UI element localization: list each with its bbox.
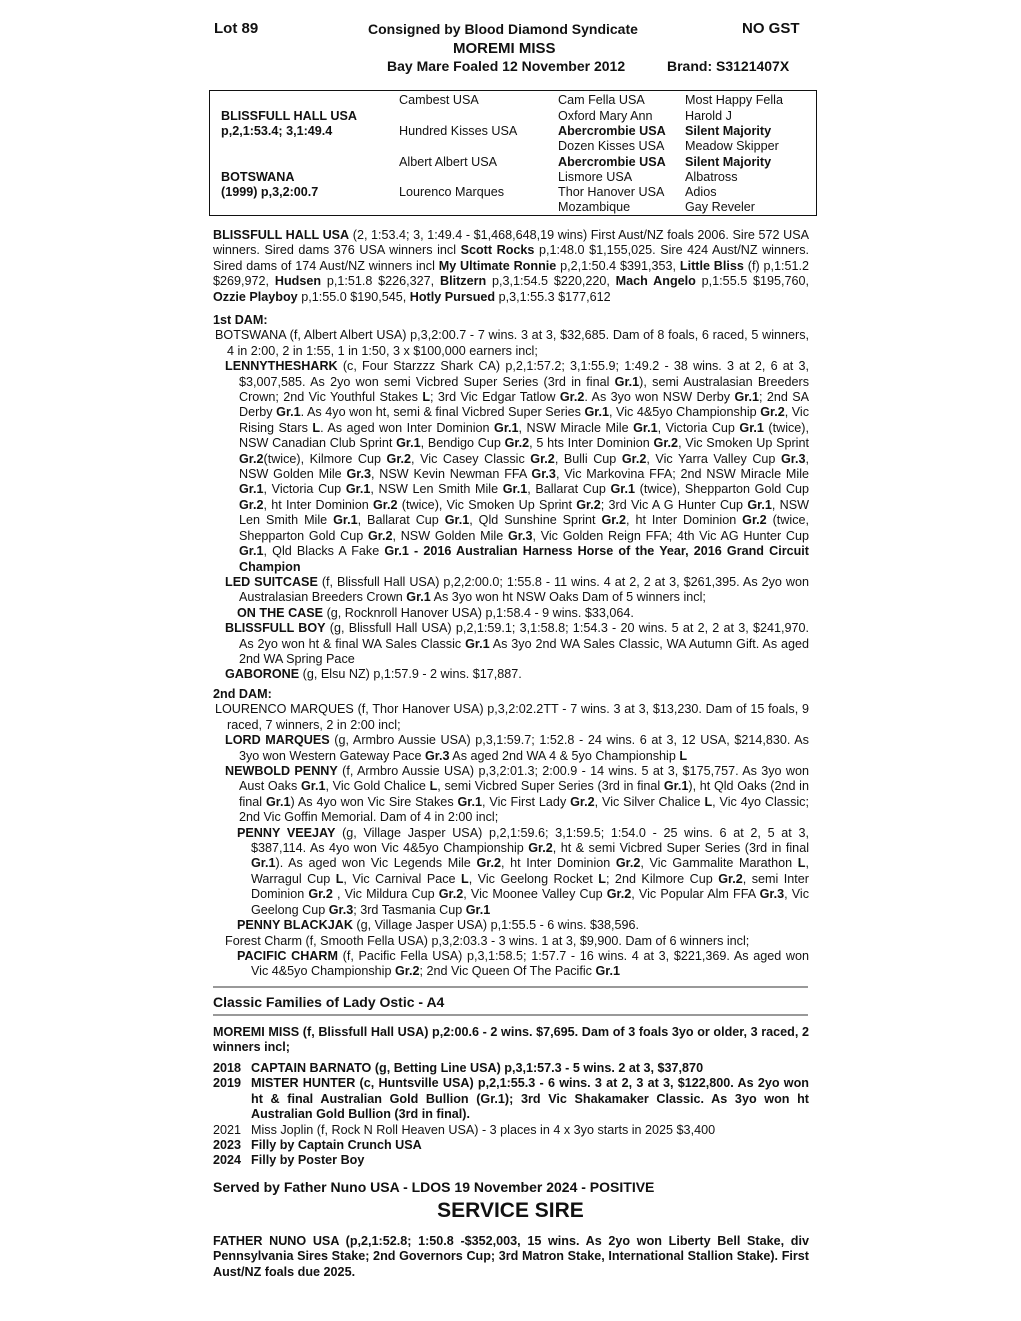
divider-bottom — [213, 1014, 808, 1016]
progeny-lord-marques: LORD MARQUES (g, Armbro Aussie USA) p,3,1:59.7; 1:52.8 - 24 wins. 6 at 3, 12 USA, $214,830. As 3yo won Western Gateway Pace Gr.3 As aged 2nd WA 4 & 5yo Championship L — [225, 733, 809, 763]
progeny-penny-veejay: PENNY VEEJAY (g, Village Jasper USA) p,2,1:59.6; 3,1:59.5; 1:54.0 - 25 wins. 6 at 2, 5 at 3, $387,114. As 4yo won Vic 4&5yo Championship Gr.2, ht & semi Vicbred Super Series (3rd in final Gr.1). As aged won Vic Legends Mile Gr.2, ht Inter Dominion Gr.2, Vic Gammalite Marathon L, Warragul Cup L, Vic Carnival Pace L, Vic Geelong Rocket L; 2nd Kilmore Cup Gr.2, semi Inter Dominion Gr.2 , Vic Mildura Cup Gr.2, Vic Moonee Valley Cup Gr.2, Vic Popular Alm FFA Gr.3, Vic Geelong Cup Gr.3; 3rd Tasmania Cup Gr.1 — [237, 825, 810, 917]
pedigree-gen2-item: Lourenco Marques — [399, 185, 505, 199]
progeny-newbold-penny: NEWBOLD PENNY (f, Armbro Aussie USA) p,3,2:01.3; 2:00.9 - 14 wins. 5 at 3, $175,757. As 3yo won Aust Oaks Gr.1, Vic Gold Chalice L, semi Vicbred Super Series (3rd in final Gr.1), ht Qld Oaks (2nd in final Gr.1) As 4yo won Vic Sire Stakes Gr.1, Vic First Lady Gr.2, Vic Silver Chalice L, Vic 4yo Classic; 2nd Vic Goffin Memorial. Dam of 4 in 2:00 incl; — [225, 764, 809, 825]
horse-description: Bay Mare Foaled 12 November 2012 — [387, 58, 626, 74]
service-sire-heading: SERVICE SIRE — [437, 1199, 584, 1222]
pedigree-gen3-item: Cam Fella USA — [558, 93, 645, 107]
pedigree-gen3-item: Oxford Mary Ann — [558, 109, 653, 123]
progeny-forest-charm: Forest Charm (f, Smooth Fella USA) p,3,2:03.3 - 3 wins. 1 at 3, $9,900. Dam of 6 winners incl; — [225, 933, 750, 948]
pedigree-gen4-item: Silent Majority — [685, 155, 772, 169]
sire-summary: BLISSFULL HALL USA (2, 1:53.4; 3, 1:49.4 - $1,468,648,19 wins) First Aust/NZ foals 2006. Sire 572 USA winners. Sired dams 376 USA winners incl Scott Rocks p,1:48.0 $1,155,025. Sire 424 Aust/NZ winners. Sired dams of 174 Aust/NZ winners incl My Ultimate Ronnie p,2,1:50.4 $391,353, Little Bliss (f) p,1:51.2 $269,972, Hudsen p,1:51.8 $226,327, Blitzern p,3,1:54.5 $220,220, Mach Angelo p,1:55.5 $195,760, Ozzie Playboy p,1:55.0 $190,545, Hotly Pursued p,3,1:55.3 $177,612 — [213, 228, 810, 304]
family-title: Classic Families of Lady Ostic - A4 — [213, 994, 445, 1010]
pedigree-gen3-item: Thor Hanover USA — [558, 185, 665, 199]
foal-row: 2024 Filly by Poster Boy — [213, 1153, 365, 1168]
lot-number: Lot 89 — [214, 20, 259, 37]
horse-name: MOREMI MISS — [453, 40, 556, 57]
pedigree-gen3-item: Abercrombie USA — [558, 124, 666, 138]
second-dam-section — [213, 687, 809, 980]
moremi-summary: MOREMI MISS (f, Blissfull Hall USA) p,2:00.6 - 2 wins. $7,695. Dam of 3 foals 3yo or older, 3 raced, 2 winners incl; — [213, 1025, 809, 1055]
pedigree-dam: BOTSWANA — [221, 170, 295, 184]
pedigree-gen2-item: Hundred Kisses USA — [399, 124, 518, 138]
foal-row: 2019 MISTER HUNTER (c, Huntsville USA) p,2,1:55.3 - 6 wins. 3 at 2, 3 at 3, $122,800. As 2yo won ht & final Australian Gold Bullion (Gr.1); 3rd Vic Shakamaker Classic. As 3yo won ht Australian Gold Bullion (3rd in final). — [213, 1076, 809, 1122]
progeny-penny-blackjak: PENNY BLACKJAK (g, Village Jasper USA) p,1:55.5 - 6 wins. $38,596. — [237, 918, 640, 933]
foal-row: 2018 CAPTAIN BARNATO (g, Betting Line USA) p,3,1:57.3 - 5 wins. 2 at 3, $37,870 — [213, 1061, 704, 1075]
foal-row: 2023 Filly by Captain Crunch USA — [213, 1138, 422, 1153]
pedigree-gen4-item: Harold J — [685, 109, 732, 123]
consignor: Consigned by Blood Diamond Syndicate — [368, 21, 638, 37]
pedigree-gen3-item: Mozambique — [558, 200, 631, 214]
pedigree-gen4-item: Albatross — [685, 170, 738, 184]
pedigree-sire-record: p,2,1:53.4; 3,1:49.4 — [221, 124, 333, 138]
second-dam-label: 2nd DAM: — [213, 687, 272, 701]
foal-row: 2021 Miss Joplin (f, Rock N Roll Heaven USA) - 3 places in 4 x 3yo starts in 2025 $3,400 — [213, 1122, 716, 1137]
first-dam-section — [213, 313, 809, 683]
pedigree-gen4-item: Adios — [685, 185, 717, 199]
pedigree-gen4-item: Silent Majority — [685, 124, 772, 138]
foal-list — [213, 1061, 809, 1169]
pedigree-gen4-item: Gay Reveler — [685, 200, 755, 214]
pedigree-gen3-item: Dozen Kisses USA — [558, 139, 665, 153]
progeny-lennytheshark: LENNYTHESHARK (c, Four Starzzz Shark CA) p,2,1:57.2; 3,1:55.9; 1:49.2 - 38 wins. 3 at 2, 6 at 3, $3,007,585. As 2yo won semi Vicbred Super Series (3rd in final Gr.1), semi Australasian Breeders Crown; 2nd Vic Youthful Stakes L; 3rd Vic Edgar Tatlow Gr.2. As 3yo won NSW Derby Gr.1; 2nd SA Derby Gr.1. As 4yo won ht, semi & final Vicbred Super Series Gr.1, Vic 4&5yo Championship Gr.2, Vic Rising Stars L. As aged won Inter Dominion Gr.1, NSW Miracle Mile Gr.1, Victoria Cup Gr.1 (twice), NSW Canadian Club Sprint Gr.1, Bendigo Cup Gr.2, 5 hts Inter Dominion Gr.2, Vic Smoken Up Sprint Gr.2(twice), Kilmore Cup Gr.2, Vic Casey Classic Gr.2, Bulli Cup Gr.2, Vic Yarra Valley Cup Gr.3, NSW Golden Mile Gr.3, NSW Kevin Newman FFA Gr.3, Vic Markovina FFA; 2nd NSW Miracle Mile Gr.1, Victoria Cup Gr.1, NSW Len Smith Mile Gr.1, Ballarat Cup Gr.1 (twice), Shepparton Gold Cup Gr.2, ht Inter Dominion Gr.2 (twice), Vic Smoken Up Sprint Gr.2; 3rd Vic A G Hunter Cup Gr.1, NSW Len Smith Mile Gr.1, Ballarat Cup Gr.1, Qld Sunshine Sprint Gr.2, ht Inter Dominion Gr.2 (twice, Shepparton Gold Cup Gr.2, NSW Golden Mile Gr.3, Vic Golden Reign FFA; 4th Vic AG Hunter Cup Gr.1, Qld Blacks A Fake Gr.1 - 2016 Australian Harness Horse of the Year, 2016 Grand Circuit Champion — [225, 359, 810, 574]
first-dam-intro: BOTSWANA (f, Albert Albert USA) p,3,2:00.7 - 7 wins. 3 at 3, $32,685. Dam of 8 foals, 6 raced, 5 winners, 4 in 2:00, 2 in 1:55, 1 in 1:50, 3 x $100,000 earners incl; — [215, 328, 809, 358]
divider-top — [213, 986, 808, 988]
pedigree-gen4-item: Meadow Skipper — [685, 139, 779, 153]
pedigree-gen4-item: Most Happy Fella — [685, 93, 783, 107]
pedigree-gen2-item: Cambest USA — [399, 93, 479, 107]
progeny-blissfull-boy: BLISSFULL BOY (g, Blissfull Hall USA) p,2,1:59.1; 3,1:58.8; 1:54.3 - 20 wins. 5 at 2, 2 at 3, $241,970. As 2yo won ht & final WA Sales Classic Gr.1 As 3yo 2nd WA Sales Classic, WA Autumn Gift. As aged 2nd WA Spring Pace — [225, 621, 809, 666]
gst-status: NO GST — [742, 20, 800, 37]
pedigree-sire: BLISSFULL HALL USA — [221, 109, 357, 123]
pedigree-gen3-item: Abercrombie USA — [558, 155, 666, 169]
progeny-led-suitcase: LED SUITCASE (f, Blissfull Hall USA) p,2,2:00.0; 1:55.8 - 11 wins. 4 at 2, 2 at 3, $261,395. As 2yo won Australasian Breeders Crown Gr.1 As 3yo won ht NSW Oaks Dam of 5 winners incl; — [225, 574, 809, 605]
brand-number: Brand: S3121407X — [667, 58, 790, 74]
pedigree-gen2-item: Albert Albert USA — [399, 155, 497, 169]
progeny-on-the-case: ON THE CASE (g, Rocknroll Hanover USA) p,1:58.4 - 9 wins. $33,064. — [237, 605, 634, 620]
progeny-gaborone: GABORONE (g, Elsu NZ) p,1:57.9 - 2 wins. $17,887. — [225, 667, 522, 682]
pedigree-dam-record: (1999) p,3,2:00.7 — [221, 185, 319, 199]
first-dam-label: 1st DAM: — [213, 313, 268, 327]
second-dam-intro: LOURENCO MARQUES (f, Thor Hanover USA) p,3,2:02.2TT - 7 wins. 3 at 3, $13,230. Dam of 15 foals, 9 raced, 7 winners, 2 in 2:00 incl; — [215, 702, 809, 732]
pedigree-gen3-item: Lismore USA — [558, 170, 633, 184]
served-line: Served by Father Nuno USA - LDOS 19 November 2024 - POSITIVE — [213, 1179, 655, 1195]
progeny-pacific-charm: PACIFIC CHARM (f, Pacific Fella USA) p,3,1:58.5; 1:57.7 - 16 wins. 4 at 3, $221,369. As aged won Vic 4&5yo Championship Gr.2; 2nd Vic Queen Of The Pacific Gr.1 — [237, 948, 809, 979]
service-sire-text: FATHER NUNO USA (p,2,1:52.8; 1:50.8 -$352,003, 15 wins. As 2yo won Liberty Bell Stake, div Pennsylvania Sires Stake; 2nd Governors Cup; 3rd Matron Stake, International Stallion Stake). First Aust/NZ foals due 2025. — [213, 1234, 809, 1279]
